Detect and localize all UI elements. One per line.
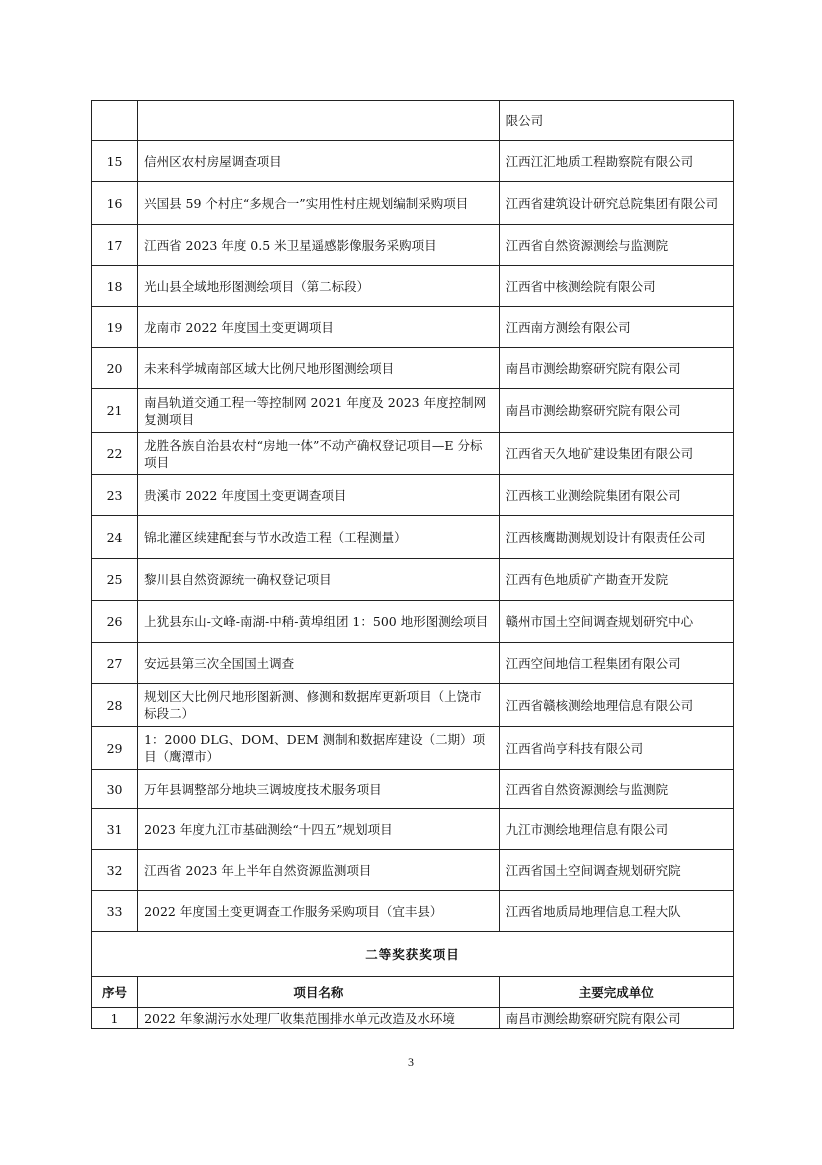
project-name: 南昌轨道交通工程一等控制网 2021 年度及 2023 年度控制网复测项目 — [138, 389, 500, 433]
project-name: 万年县调整部分地块三调坡度技术服务项目 — [138, 770, 500, 809]
table-row — [92, 307, 734, 348]
section-title-row — [92, 932, 734, 977]
project-name: 安远县第三次全国国土调查 — [138, 643, 500, 684]
completion-unit: 南昌市测绘勘察研究院有限公司 — [499, 1008, 733, 1029]
completion-unit: 南昌市测绘勘察研究院有限公司 — [499, 348, 733, 389]
row-number: 32 — [92, 850, 138, 891]
completion-unit: 江西省尚亨科技有限公司 — [499, 727, 733, 770]
completion-unit: 南昌市测绘勘察研究院有限公司 — [499, 389, 733, 433]
project-name: 黎川县自然资源统一确权登记项目 — [138, 559, 500, 601]
table-row — [92, 389, 734, 433]
completion-unit: 限公司 — [499, 101, 733, 141]
table-row — [92, 141, 734, 182]
row-number: 31 — [92, 809, 138, 850]
section-title: 二等奖获奖项目 — [92, 932, 734, 977]
table-row — [92, 225, 734, 266]
table-row — [92, 182, 734, 225]
project-name: 光山县全域地形图测绘项目（第二标段） — [138, 266, 500, 307]
table-row — [92, 727, 734, 770]
row-number: 27 — [92, 643, 138, 684]
project-name: 2022 年度国土变更调查工作服务采购项目（宜丰县） — [138, 891, 500, 932]
project-name: 兴国县 59 个村庄“多规合一”实用性村庄规划编制采购项目 — [138, 182, 500, 225]
row-number: 24 — [92, 516, 138, 559]
table-row-continuation — [92, 101, 734, 141]
project-name: 龙胜各族自治县农村“房地一体”不动产确权登记项目—E 分标项目 — [138, 433, 500, 475]
project-name: 锦北灌区续建配套与节水改造工程（工程测量） — [138, 516, 500, 559]
row-number: 29 — [92, 727, 138, 770]
table-row — [92, 266, 734, 307]
project-name: 规划区大比例尺地形图新测、修测和数据库更新项目（上饶市标段二） — [138, 684, 500, 727]
completion-unit: 江西核工业测绘院集团有限公司 — [499, 475, 733, 516]
table-row — [92, 643, 734, 684]
completion-unit: 江西省自然资源测绘与监测院 — [499, 770, 733, 809]
row-number: 33 — [92, 891, 138, 932]
row-number: 23 — [92, 475, 138, 516]
completion-unit: 江西省中核测绘院有限公司 — [499, 266, 733, 307]
project-name: 龙南市 2022 年度国土变更调项目 — [138, 307, 500, 348]
completion-unit: 江西空间地信工程集团有限公司 — [499, 643, 733, 684]
completion-unit: 江西核鹰勘测规划设计有限责任公司 — [499, 516, 733, 559]
project-name: 未来科学城南部区域大比例尺地形图测绘项目 — [138, 348, 500, 389]
row-number: 21 — [92, 389, 138, 433]
table-row — [92, 684, 734, 727]
project-name: 江西省 2023 年上半年自然资源监测项目 — [138, 850, 500, 891]
header-number: 序号 — [92, 977, 138, 1008]
completion-unit: 江西江汇地质工程勘察院有限公司 — [499, 141, 733, 182]
project-name: 上犹县东山-文峰-南湖-中稍-黄埠组团 1：500 地形图测绘项目 — [138, 601, 500, 643]
row-number: 17 — [92, 225, 138, 266]
row-number: 30 — [92, 770, 138, 809]
project-name: 1：2000 DLG、DOM、DEM 测制和数据库建设（二期）项目（鹰潭市） — [138, 727, 500, 770]
project-name: 2023 年度九江市基础测绘“十四五”规划项目 — [138, 809, 500, 850]
completion-unit: 江西省国土空间调查规划研究院 — [499, 850, 733, 891]
completion-unit: 江西省自然资源测绘与监测院 — [499, 225, 733, 266]
completion-unit: 江西省建筑设计研究总院集团有限公司 — [499, 182, 733, 225]
table-row — [92, 809, 734, 850]
row-number: 26 — [92, 601, 138, 643]
completion-unit: 江西省地质局地理信息工程大队 — [499, 891, 733, 932]
completion-unit: 赣州市国土空间调查规划研究中心 — [499, 601, 733, 643]
table-row — [92, 433, 734, 475]
table-row — [92, 516, 734, 559]
header-completion-unit: 主要完成单位 — [499, 977, 733, 1008]
row-number: 20 — [92, 348, 138, 389]
project-name: 2022 年象湖污水处理厂收集范围排水单元改造及水环境 — [138, 1008, 500, 1029]
completion-unit: 江西省天久地矿建设集团有限公司 — [499, 433, 733, 475]
row-number: 28 — [92, 684, 138, 727]
row-number: 19 — [92, 307, 138, 348]
row-number — [92, 101, 138, 141]
table-row — [92, 1008, 734, 1029]
completion-unit: 江西南方测绘有限公司 — [499, 307, 733, 348]
awards-table — [91, 100, 734, 1029]
table-row — [92, 348, 734, 389]
header-project-name: 项目名称 — [138, 977, 500, 1008]
header-row — [92, 977, 734, 1008]
row-number: 15 — [92, 141, 138, 182]
table-row — [92, 559, 734, 601]
project-name: 贵溪市 2022 年度国土变更调查项目 — [138, 475, 500, 516]
page-number: 3 — [408, 1055, 414, 1069]
row-number: 1 — [92, 1008, 138, 1029]
project-name: 信州区农村房屋调查项目 — [138, 141, 500, 182]
row-number: 22 — [92, 433, 138, 475]
completion-unit: 江西有色地质矿产勘查开发院 — [499, 559, 733, 601]
table-row — [92, 601, 734, 643]
table-row — [92, 475, 734, 516]
completion-unit: 九江市测绘地理信息有限公司 — [499, 809, 733, 850]
completion-unit: 江西省赣核测绘地理信息有限公司 — [499, 684, 733, 727]
table-row — [92, 891, 734, 932]
row-number: 18 — [92, 266, 138, 307]
project-name — [138, 101, 500, 141]
row-number: 25 — [92, 559, 138, 601]
row-number: 16 — [92, 182, 138, 225]
project-name: 江西省 2023 年度 0.5 米卫星遥感影像服务采购项目 — [138, 225, 500, 266]
table-row — [92, 770, 734, 809]
table-row — [92, 850, 734, 891]
